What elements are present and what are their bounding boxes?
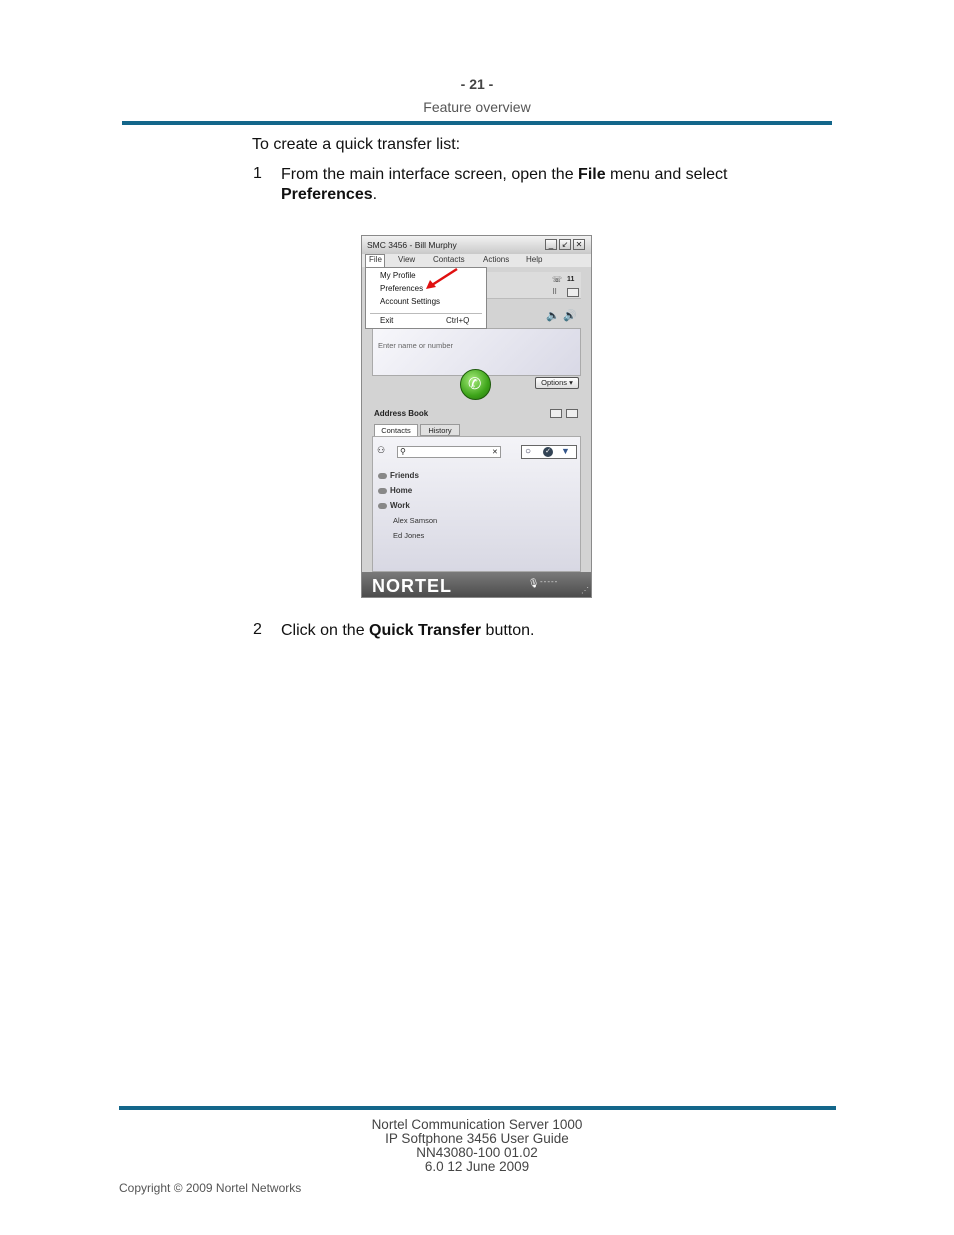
menu-file[interactable]: File (369, 255, 382, 264)
group-home[interactable] (378, 486, 412, 495)
minimize-button[interactable]: _ (545, 239, 557, 250)
panel-collapse-button[interactable] (567, 288, 579, 297)
step-2-pre: Click on the (281, 622, 370, 639)
menu-separator (370, 313, 482, 314)
nortel-footer-bar (362, 572, 591, 598)
menu-item-account-settings[interactable]: Account Settings (380, 297, 441, 306)
address-book-header (372, 407, 581, 421)
footer-rule (119, 1106, 836, 1110)
group-work[interactable] (378, 501, 410, 510)
status-indicator: ----- (540, 577, 559, 586)
step-1-text (281, 165, 801, 205)
page-number: - 21 - (460, 76, 494, 92)
window-title: SMC 3456 - Bill Murphy (367, 240, 457, 250)
phone-icon: ✆ (468, 376, 482, 393)
group-work-label: Work (390, 501, 410, 510)
restore-button[interactable]: ↙ (559, 239, 571, 250)
dialpad-icon[interactable]: ⠿ (552, 289, 558, 296)
presence-dropdown-icon[interactable]: ▼ (561, 446, 570, 456)
address-book-minimize-button[interactable] (550, 409, 562, 418)
menu-item-exit[interactable]: Exit (380, 316, 394, 325)
step-1-mid: menu and select (605, 166, 728, 183)
call-button[interactable] (460, 369, 491, 400)
footer-line-3: NN43080-100 01.02 (416, 1145, 538, 1160)
add-contact-icon[interactable]: ⚇ (377, 445, 386, 455)
step-2-number: 2 (253, 621, 262, 638)
menu-contacts[interactable]: Contacts (433, 255, 465, 264)
resize-grip-icon[interactable]: ⋰ (581, 586, 589, 595)
footer-line-2: IP Softphone 3456 User Guide (385, 1131, 569, 1146)
section-title: Feature overview (423, 99, 531, 115)
group-collapsed-icon (378, 488, 387, 494)
entry-placeholder: Enter name or number (378, 341, 454, 350)
menu-bar (362, 254, 591, 267)
messages-icon[interactable]: ☏ (552, 275, 563, 284)
message-count: 11 (567, 276, 575, 283)
menu-view[interactable]: View (398, 255, 416, 264)
step-2-quick-transfer: Quick Transfer (369, 622, 482, 639)
contact-ed-jones[interactable]: Ed Jones (393, 531, 425, 540)
group-friends[interactable] (378, 471, 419, 480)
softphone-window (361, 235, 592, 598)
speaker-icon[interactable]: 🔈 (546, 310, 560, 322)
intro-text: To create a quick transfer list: (252, 136, 461, 153)
tab-history[interactable]: History (420, 424, 460, 436)
menu-help[interactable]: Help (526, 255, 543, 264)
title-bar (362, 236, 591, 255)
contacts-panel (372, 436, 581, 572)
step-1-post: . (372, 186, 378, 203)
copyright: Copyright © 2009 Nortel Networks (119, 1181, 302, 1195)
step-1-file: File (578, 166, 606, 183)
options-button[interactable]: Options ▾ (535, 377, 579, 389)
exit-shortcut: Ctrl+Q (446, 316, 470, 325)
group-expanded-icon (378, 503, 387, 509)
search-clear-icon[interactable]: ✕ (492, 449, 498, 456)
step-1-preferences: Preferences (281, 186, 373, 203)
footer-line-1: Nortel Communication Server 1000 (371, 1117, 583, 1132)
contact-alex-samson[interactable]: Alex Samson (393, 516, 438, 525)
step-1-pre: From the main interface screen, open the (281, 166, 579, 183)
presence-check-icon[interactable]: ✓ (543, 447, 553, 457)
address-book-title: Address Book (374, 409, 429, 418)
microphone-icon[interactable]: 🎙 (528, 578, 540, 588)
menu-item-preferences[interactable]: Preferences (380, 284, 424, 293)
group-friends-label: Friends (390, 471, 419, 480)
search-input[interactable] (397, 446, 501, 458)
menu-item-my-profile[interactable]: My Profile (380, 271, 416, 280)
group-home-label: Home (390, 486, 413, 495)
presence-available-icon[interactable]: ○ (525, 446, 532, 457)
step-2-post: button. (481, 622, 535, 639)
nortel-logo: NORTEL (372, 576, 452, 596)
menu-actions[interactable]: Actions (483, 255, 510, 264)
step-1-number: 1 (253, 165, 262, 182)
address-book-expand-button[interactable] (566, 409, 578, 418)
step-2-text (281, 621, 534, 641)
footer-line-4: 6.0 12 June 2009 (424, 1159, 530, 1174)
group-collapsed-icon (378, 473, 387, 479)
close-button[interactable]: ✕ (573, 239, 585, 250)
search-icon: ⚲ (400, 447, 406, 456)
presence-controls (521, 445, 577, 459)
red-arrow-icon (424, 266, 460, 292)
volume-icon[interactable]: 🔊 (563, 310, 577, 322)
header-rule (122, 121, 832, 125)
tab-contacts[interactable]: Contacts (374, 424, 418, 436)
